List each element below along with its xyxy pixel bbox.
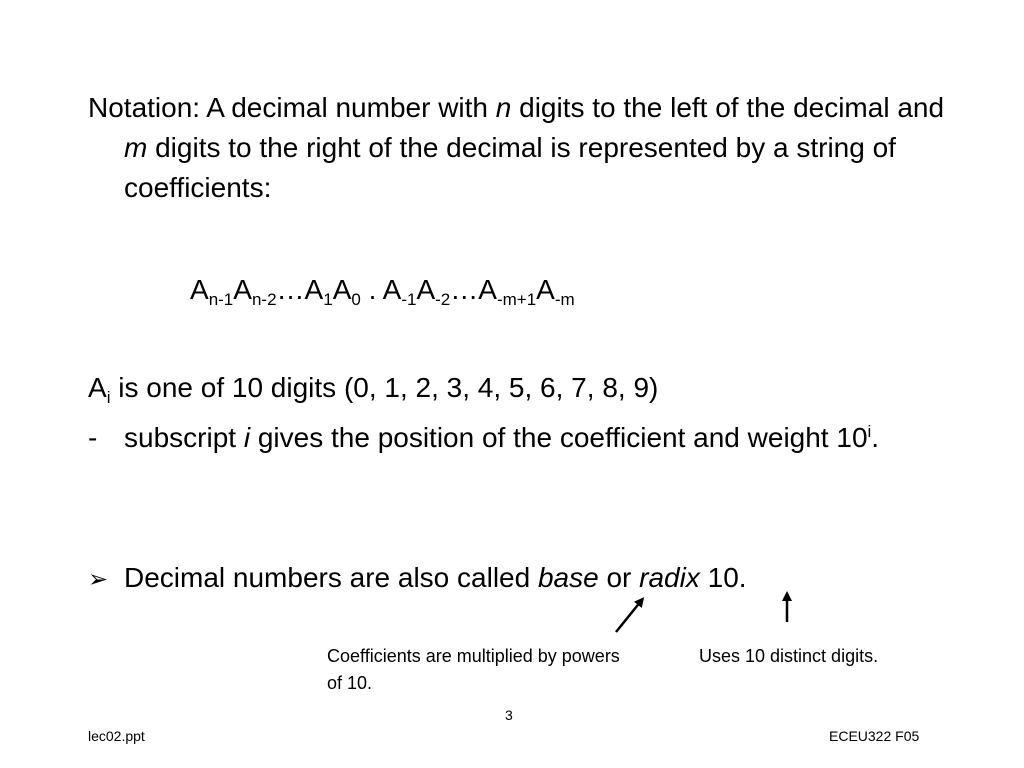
base-radix-bullet: ➢ Decimal numbers are also called base or radix 10. <box>88 558 747 599</box>
notation-var-m: m <box>124 132 148 163</box>
formula-term: $A_{n-1}$ <box>190 274 234 309</box>
digits-annotation: Uses 10 distinct digits. <box>699 646 879 666</box>
formula-term: . $A_{-1}$ <box>360 274 417 309</box>
base-arrow <box>616 601 641 632</box>
notation-text-1: Notation: A decimal number with <box>88 92 496 123</box>
formula-term: $\dots A_1$ <box>276 274 333 309</box>
weight-exponent: i <box>867 422 872 441</box>
formula-term: $\dots A_{-m+1}$ <box>450 274 537 309</box>
term-radix: radix <box>639 562 700 593</box>
page-number: 3 <box>505 707 513 723</box>
digits-line: $A_i$ is one of 10 digits (0, 1, 2, 3, 4, 5, 6, 7, 8, 9) <box>88 372 659 407</box>
formula-term: $A_{n-2}$ <box>233 274 277 309</box>
coefficient-formula <box>190 270 575 310</box>
footer-course: ECEU322 F05 <box>829 728 920 744</box>
digits-subscript: i <box>106 388 111 407</box>
formula-term: $A_0$ <box>332 274 361 309</box>
coefficients-annotation: Coefficients are multiplied by powers of 10. <box>327 646 620 693</box>
notation-text-2: digits to the left of the decimal and <box>511 92 945 123</box>
term-base: base <box>537 562 599 593</box>
arrowhead-bullet-icon: ➢ <box>88 565 109 593</box>
dash-marker: - <box>88 422 98 453</box>
subscript-item-text: subscript i gives the position of the coefficient and weight 10$^i$. <box>124 422 880 453</box>
digits-text: is one of 10 digits (0, 1, 2, 3, 4, 5, 6, 7, 8, 9) <box>110 372 659 403</box>
footer-filename: lec02.ppt <box>88 728 145 744</box>
notation-text-3: digits to the right of the decimal is represented by a string of coefficients: <box>124 132 896 203</box>
formula-term: $A_{-m}$ <box>536 274 575 309</box>
notation-var-n: n <box>495 92 512 123</box>
formula-term: $A_{-2}$ <box>416 274 451 309</box>
notation-paragraph <box>88 88 974 208</box>
